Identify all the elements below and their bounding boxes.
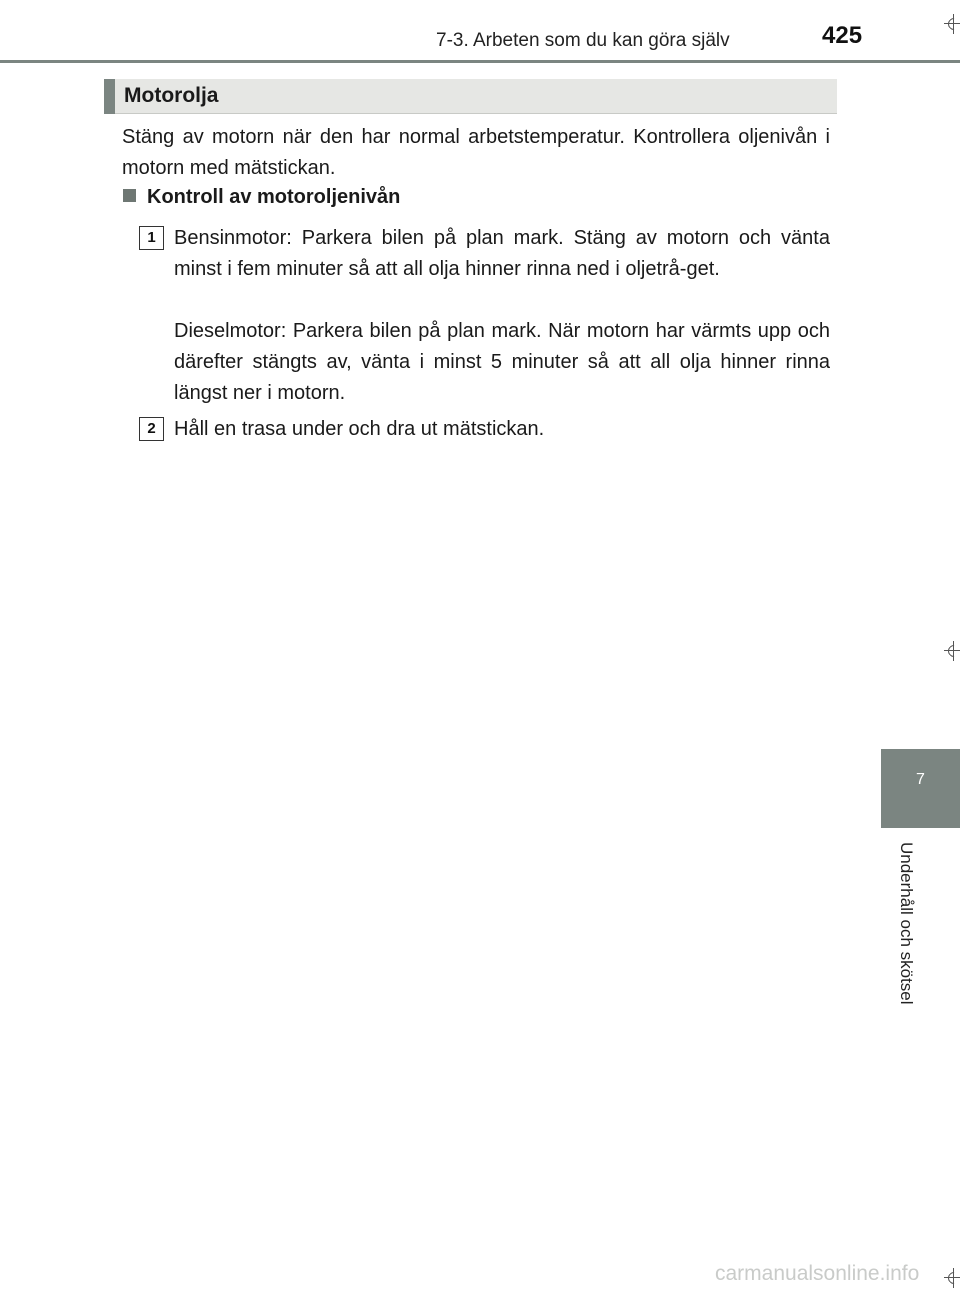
crop-mark-icon bbox=[944, 14, 960, 34]
step-1-paragraph-1: Bensinmotor: Parkera bilen på plan mark. Stäng av motorn och vänta minst i fem minuter så att all olja hinner rinna ned i oljetrå-get. bbox=[174, 227, 830, 280]
section-heading-bar bbox=[104, 79, 837, 114]
section-bar-accent bbox=[104, 79, 115, 114]
square-bullet-icon bbox=[123, 189, 136, 202]
page-number: 425 bbox=[822, 22, 863, 49]
crop-mark-icon bbox=[944, 1268, 960, 1288]
step-1-paragraph-2: Dieselmotor: Parkera bilen på plan mark. När motorn har värmts upp och därefter stängts av, vänta i minst 5 minuter så att all olja hinner rinna längst ner i motorn. bbox=[174, 320, 830, 404]
step-number-badge: 2 bbox=[139, 417, 164, 441]
section-intro: Stäng av motorn när den har normal arbetstemperatur. Kontrollera oljenivån i motorn med mätstickan. bbox=[122, 126, 830, 179]
section-title: Motorolja bbox=[124, 84, 219, 107]
watermark: carmanualsonline.info bbox=[715, 1262, 920, 1285]
step-number-badge: 1 bbox=[139, 226, 164, 250]
chapter-number: 7 bbox=[916, 771, 925, 788]
header-rule bbox=[0, 60, 960, 63]
chapter-title: Underhåll och skötsel bbox=[897, 842, 916, 1005]
running-header-title: 7-3. Arbeten som du kan göra själv bbox=[436, 30, 730, 51]
step-2-paragraph-1: Håll en trasa under och dra ut mätstickan. bbox=[174, 418, 545, 440]
subsection-title: Kontroll av motoroljenivån bbox=[147, 186, 401, 208]
crop-mark-icon bbox=[944, 641, 960, 661]
subsection-heading bbox=[123, 186, 400, 209]
chapter-tab bbox=[881, 749, 960, 828]
